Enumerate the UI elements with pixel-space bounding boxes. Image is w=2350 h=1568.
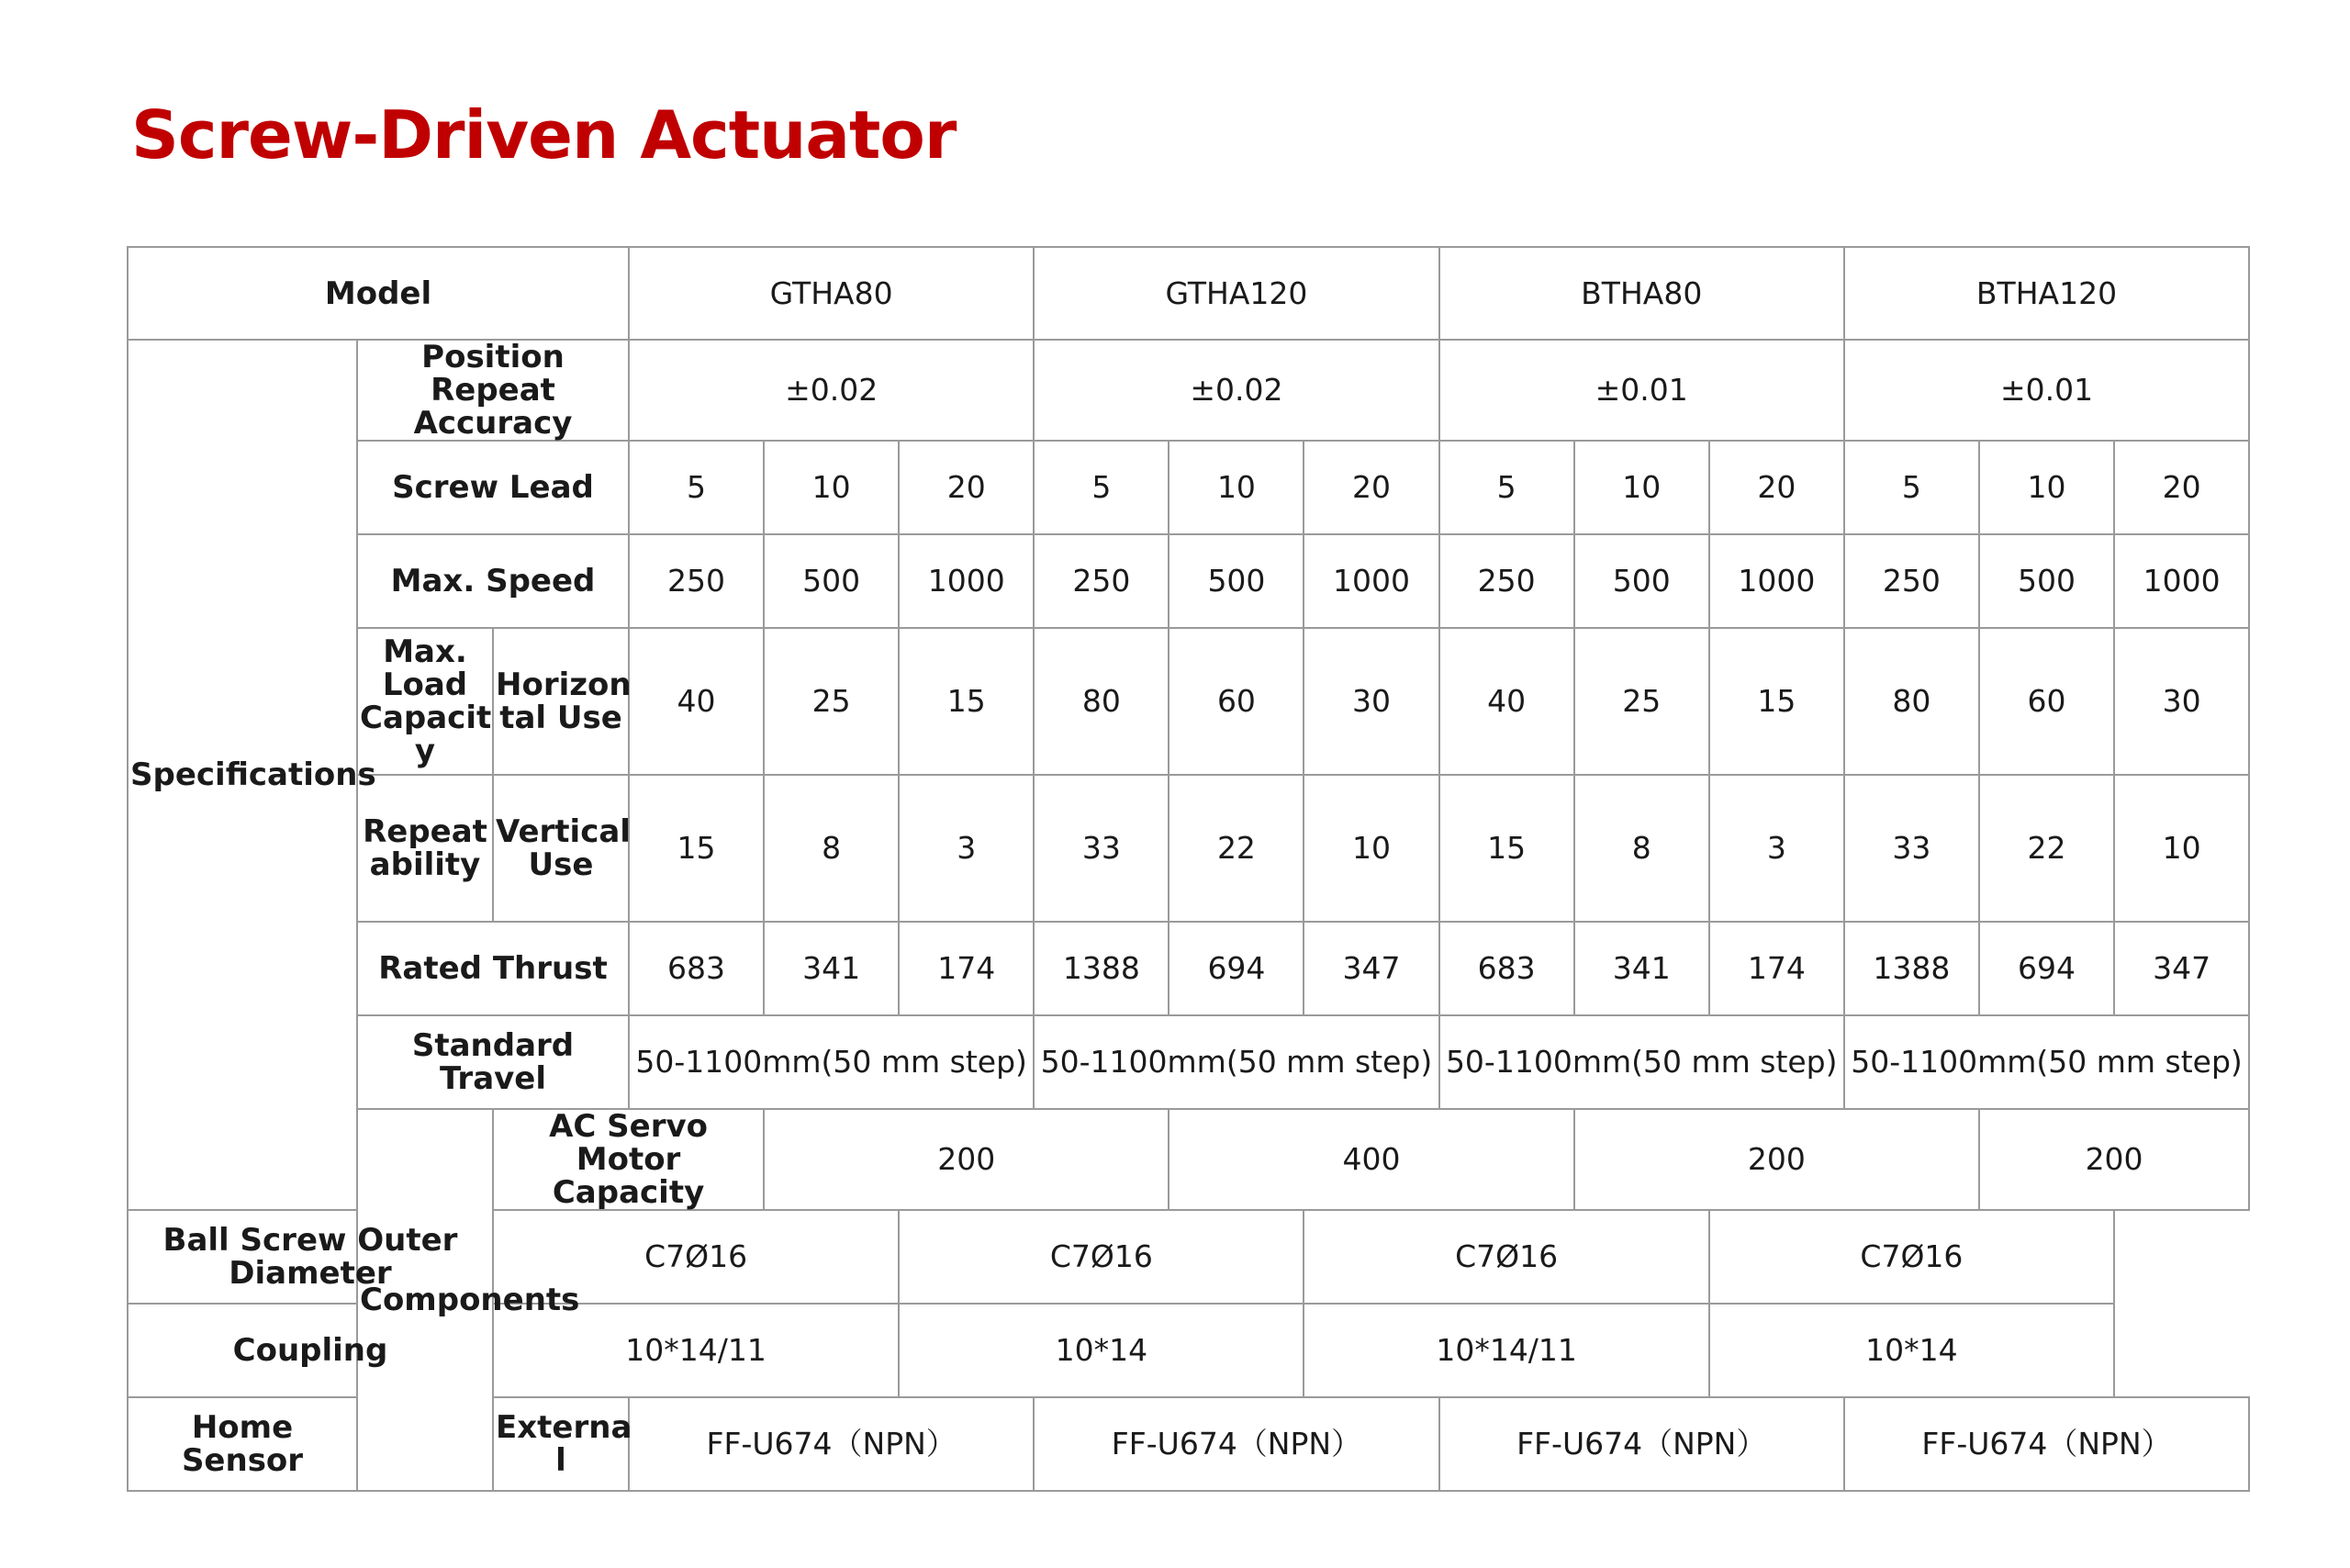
table-cell: 200 (1979, 1109, 2249, 1210)
model-name: BTHA120 (1844, 247, 2249, 340)
table-cell: 250 (1439, 534, 1574, 628)
table-row-standard-travel (128, 1015, 2249, 1109)
table-cell: 20 (1304, 441, 1438, 534)
table-cell: 40 (629, 628, 764, 775)
table-cell: 174 (1709, 922, 1844, 1015)
table-cell: 10 (2114, 775, 2249, 922)
table-row-max-speed (128, 534, 2249, 628)
table-cell: C7Ø16 (1304, 1210, 1708, 1304)
table-cell: 5 (629, 441, 764, 534)
table-cell: 3 (899, 775, 1034, 922)
table-cell: ±0.01 (1439, 340, 1844, 441)
table-cell: 40 (1439, 628, 1574, 775)
table-row-screw-lead (128, 441, 2249, 534)
table-cell: 25 (1574, 628, 1709, 775)
table-cell: 10 (1979, 441, 2114, 534)
model-name: GTHA120 (1034, 247, 1438, 340)
table-cell: 250 (1034, 534, 1169, 628)
table-cell: 1388 (1034, 922, 1169, 1015)
table-cell: 1000 (1304, 534, 1438, 628)
table-cell: 341 (764, 922, 899, 1015)
table-cell: 15 (1439, 775, 1574, 922)
page-title: Screw-Driven Actuator (131, 96, 957, 174)
table-cell: FF-U674（NPN） (1844, 1397, 2249, 1491)
table-cell: 50-1100mm(50 mm step) (629, 1015, 1034, 1109)
row-label: Repeat ability (357, 775, 493, 922)
table-cell: 22 (1169, 775, 1304, 922)
table-cell: 10 (1574, 441, 1709, 534)
table-cell: 50-1100mm(50 mm step) (1034, 1015, 1438, 1109)
table-cell: 500 (1574, 534, 1709, 628)
table-cell: 5 (1034, 441, 1169, 534)
table-cell: 174 (899, 922, 1034, 1015)
table-cell: 500 (764, 534, 899, 628)
table-cell: C7Ø16 (493, 1210, 899, 1304)
table-cell: 250 (1844, 534, 1979, 628)
table-cell: 20 (2114, 441, 2249, 534)
table-cell: ±0.02 (1034, 340, 1438, 441)
table-cell: 400 (1169, 1109, 1573, 1210)
table-cell: C7Ø16 (1709, 1210, 2114, 1304)
table-cell: 20 (899, 441, 1034, 534)
table-row-position-repeat-accuracy (128, 340, 2249, 441)
row-label: Max. Load Capacit y (357, 628, 493, 775)
model-name: BTHA80 (1439, 247, 1844, 340)
table-row-rated-thrust (128, 922, 2249, 1015)
table-row-vertical-use (128, 775, 2249, 922)
table-cell: 8 (1574, 775, 1709, 922)
table-cell: 80 (1844, 628, 1979, 775)
table-cell: 60 (1169, 628, 1304, 775)
table-cell: 10 (1304, 775, 1438, 922)
table-cell: 8 (764, 775, 899, 922)
table-cell: ±0.01 (1844, 340, 2249, 441)
table-cell: 1000 (1709, 534, 1844, 628)
table-cell: 20 (1709, 441, 1844, 534)
table-cell: 10*14/11 (1304, 1304, 1708, 1397)
table-cell: 33 (1844, 775, 1979, 922)
table-cell: 50-1100mm(50 mm step) (1844, 1015, 2249, 1109)
model-name: GTHA80 (629, 247, 1034, 340)
row-label: Ball Screw Outer Diameter (128, 1210, 493, 1304)
table-cell: 200 (1574, 1109, 1979, 1210)
table-cell: FF-U674（NPN） (1034, 1397, 1438, 1491)
table-row-ac-servo-motor-capacity (128, 1109, 2249, 1210)
table-cell: 250 (629, 534, 764, 628)
table-cell: 10*14 (1709, 1304, 2114, 1397)
table-cell: 683 (1439, 922, 1574, 1015)
row-sublabel: Externa l (493, 1397, 629, 1491)
table-cell: 500 (1169, 534, 1304, 628)
table-cell: 1000 (899, 534, 1034, 628)
table-cell: FF-U674（NPN） (1439, 1397, 1844, 1491)
table-cell: 347 (2114, 922, 2249, 1015)
table-cell: 341 (1574, 922, 1709, 1015)
table-cell: 10 (1169, 441, 1304, 534)
table-cell: 683 (629, 922, 764, 1015)
table-cell: 500 (1979, 534, 2114, 628)
table-cell: 30 (2114, 628, 2249, 775)
table-cell: 10*14/11 (493, 1304, 899, 1397)
row-label: Standard Travel (357, 1015, 629, 1109)
table-cell: FF-U674（NPN） (629, 1397, 1034, 1491)
row-sublabel: Vertical Use (493, 775, 629, 922)
table-cell: 200 (764, 1109, 1169, 1210)
model-header: Model (128, 247, 629, 340)
table-cell: 347 (1304, 922, 1438, 1015)
table-cell: 22 (1979, 775, 2114, 922)
table-cell: 694 (1979, 922, 2114, 1015)
table-cell: 5 (1439, 441, 1574, 534)
table-cell: 3 (1709, 775, 1844, 922)
table-cell: 50-1100mm(50 mm step) (1439, 1015, 1844, 1109)
spec-table (127, 246, 2250, 1492)
table-cell: 15 (629, 775, 764, 922)
group-components: Components (357, 1109, 493, 1491)
table-row-model (128, 247, 2249, 340)
row-sublabel: Horizon tal Use (493, 628, 629, 775)
table-cell: 80 (1034, 628, 1169, 775)
row-label: Position Repeat Accuracy (357, 340, 629, 441)
table-cell: 10 (764, 441, 899, 534)
table-cell: 5 (1844, 441, 1979, 534)
table-cell: C7Ø16 (899, 1210, 1304, 1304)
row-label: Rated Thrust (357, 922, 629, 1015)
table-cell: ±0.02 (629, 340, 1034, 441)
table-cell: 60 (1979, 628, 2114, 775)
table-cell: 1388 (1844, 922, 1979, 1015)
row-label: Max. Speed (357, 534, 629, 628)
row-label: AC Servo Motor Capacity (493, 1109, 764, 1210)
table-cell: 15 (899, 628, 1034, 775)
table-cell: 15 (1709, 628, 1844, 775)
group-specifications: Specifications (128, 340, 357, 1210)
table-cell: 1000 (2114, 534, 2249, 628)
row-label: Screw Lead (357, 441, 629, 534)
table-cell: 694 (1169, 922, 1304, 1015)
table-cell: 25 (764, 628, 899, 775)
table-cell: 10*14 (899, 1304, 1304, 1397)
row-label: Home Sensor (128, 1397, 357, 1491)
table-cell: 33 (1034, 775, 1169, 922)
table-cell: 30 (1304, 628, 1438, 775)
row-label: Coupling (128, 1304, 493, 1397)
table-row-horizontal-use (128, 628, 2249, 775)
